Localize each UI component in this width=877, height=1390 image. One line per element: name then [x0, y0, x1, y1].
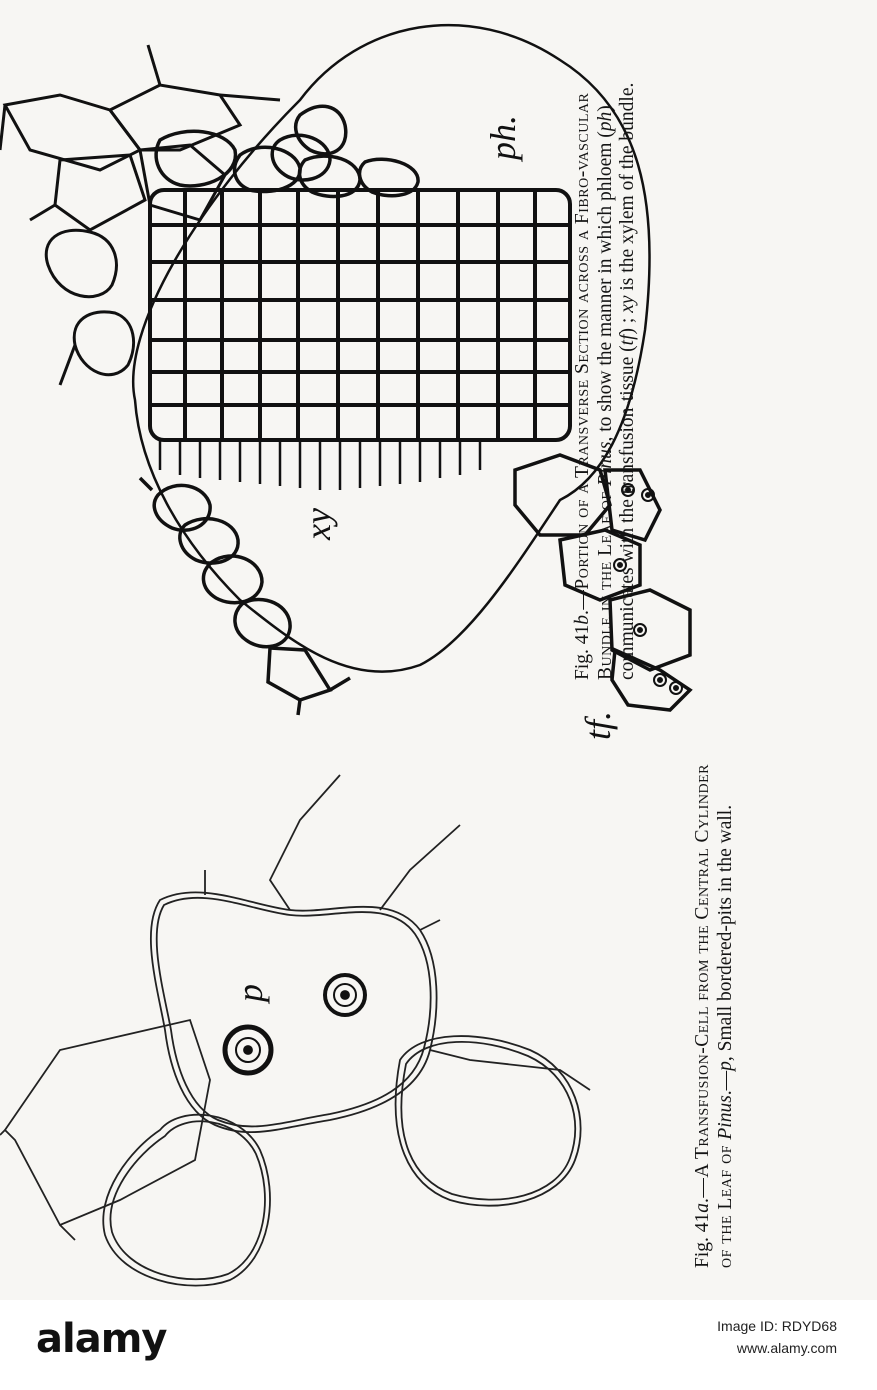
site-url[interactable]: www.alamy.com — [736, 1340, 837, 1356]
label-tf: tf. — [578, 710, 618, 740]
label-p: p — [230, 984, 270, 1002]
fig-label-suffix: b — [572, 614, 593, 625]
stock-footer — [0, 1300, 877, 1390]
caption-title: .—A Transfusion-Cell from the Central Cylinder of the Leaf of — [692, 764, 736, 1268]
caption-figure-41a — [692, 748, 782, 1268]
xylem-teeth — [160, 440, 480, 490]
genus-name: Pinus — [594, 441, 616, 486]
caption-text: ) ; — [617, 312, 638, 335]
abbr-p: p — [714, 1061, 736, 1071]
alamy-logo[interactable]: alamy — [36, 1316, 167, 1362]
label-xy: xy — [298, 508, 338, 540]
phloem-cells — [156, 131, 418, 196]
genus-name: Pinus — [714, 1095, 736, 1140]
transfusion-cell-outline — [151, 892, 437, 1132]
outer-parenchyma — [0, 45, 346, 385]
fig-label-suffix: a — [692, 1202, 713, 1213]
caption-figure-41b — [572, 40, 692, 680]
xylem-phloem-grid — [150, 190, 570, 440]
figure-41a-drawing — [0, 775, 590, 1286]
caption-text: , to show the manner in which phloem ( — [594, 131, 616, 442]
caption-text: ) communicates with the transfusion-tissue ( — [594, 105, 638, 680]
image-id: Image ID: RDYD68 — [717, 1318, 837, 1334]
caption-text: , Small bordered-pits in the wall. — [714, 804, 736, 1062]
caption-title: .—Portion of a Transverse Section across a Fibro-vascular Bundle in the Leaf of — [572, 92, 616, 680]
caption-text: is the xylem of the bundle. — [617, 82, 638, 296]
abbr-xy: xy — [617, 295, 638, 313]
abbr-ph: ph — [594, 111, 616, 132]
abbr-tf: tf — [617, 334, 638, 346]
caption-text: .— — [714, 1070, 736, 1096]
label-ph: ph. — [483, 115, 523, 160]
fig-label: Fig. 41 — [572, 624, 593, 680]
fig-label: Fig. 41 — [692, 1212, 713, 1268]
